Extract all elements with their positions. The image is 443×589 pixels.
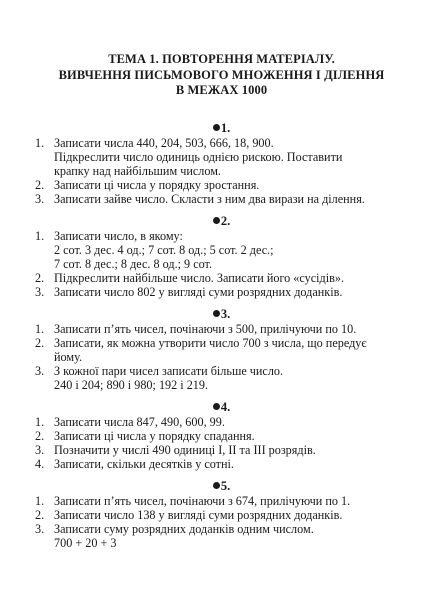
item-text-line: 700 + 20 + 3 xyxy=(54,535,117,550)
item-number: 3. xyxy=(35,521,45,536)
item-number: 2. xyxy=(35,177,45,192)
item-number: 2. xyxy=(35,507,45,522)
item-text-line: Записати ці числа у порядку зростання. xyxy=(54,177,260,192)
exercise-section-5 xyxy=(34,479,409,550)
item-text-line: Записати, скільки десятків у сотні. xyxy=(54,456,234,471)
list-item xyxy=(34,415,409,429)
item-text-line: Записати число, в якому: xyxy=(54,228,183,243)
exercise-section-1 xyxy=(34,121,409,206)
item-number: 3. xyxy=(35,284,45,299)
list-item xyxy=(34,285,409,299)
exercise-section-3 xyxy=(34,307,409,392)
item-text-line: Записати ці числа у порядку спадання. xyxy=(54,428,255,443)
item-number: 2. xyxy=(35,335,45,350)
item-text-line: Підкреслити число одиниць однією рискою. Поставити xyxy=(54,149,343,164)
item-text-line: Записати суму розрядних доданків одним числом. xyxy=(54,521,314,536)
item-text-line: Записати, як можна утворити число 700 з числа, що передує xyxy=(54,335,367,350)
title-line-1: ТЕМА 1. ПОВТОРЕННЯ МАТЕРІАЛУ. xyxy=(108,52,335,66)
exercise-sections xyxy=(34,121,409,550)
item-text-line: Записати число 802 у вигляді суми розрядних доданків. xyxy=(54,284,343,299)
item-text-line: Записати зайве число. Скласти з ним два вирази на ділення. xyxy=(54,191,365,206)
item-text-line: 7 сот. 8 дес.; 8 дес. 8 од.; 9 сот. xyxy=(54,256,212,271)
item-number: 3. xyxy=(35,442,45,457)
item-text-line: 240 і 204; 890 і 980; 192 і 219. xyxy=(54,377,209,392)
item-text-line: Записати п’ять чисел, почінаючи з 500, прилічуючи по 10. xyxy=(54,321,357,336)
list-item xyxy=(34,271,409,285)
item-number: 1. xyxy=(35,135,45,150)
section-heading xyxy=(34,121,409,135)
exercise-section-2 xyxy=(34,214,409,299)
item-number: 3. xyxy=(35,363,45,378)
section-number: 5. xyxy=(220,478,231,493)
item-text-line: йому. xyxy=(54,349,83,364)
list-item xyxy=(34,336,409,364)
item-number: 3. xyxy=(35,191,45,206)
section-number: 4. xyxy=(220,399,231,414)
list-item xyxy=(34,136,409,178)
section-number: 1. xyxy=(220,120,231,135)
item-text-line: З кожної пари чисел записати більше число. xyxy=(54,363,284,378)
item-number: 1. xyxy=(35,414,45,429)
section-number: 2. xyxy=(220,213,231,228)
list-item xyxy=(34,494,409,508)
item-text-line: Підкреслити найбільше число. Записати його «сусідів». xyxy=(54,270,344,285)
section-number: 3. xyxy=(220,306,231,321)
item-number: 1. xyxy=(35,321,45,336)
title-line-2: ВИВЧЕННЯ ПИСЬМОВОГО МНОЖЕННЯ І ДІЛЕННЯ xyxy=(58,67,385,82)
item-number: 2. xyxy=(35,428,45,443)
item-text-line: Записати числа 847, 490, 600, 99. xyxy=(54,414,225,429)
list-item xyxy=(34,457,409,471)
list-item xyxy=(34,522,409,550)
list-item xyxy=(34,364,409,392)
section-heading xyxy=(34,400,409,414)
list-item xyxy=(34,322,409,336)
section-heading xyxy=(34,479,409,493)
item-number: 1. xyxy=(35,228,45,243)
bullet-dot-icon xyxy=(213,482,220,489)
exercise-section-4 xyxy=(34,400,409,471)
list-item xyxy=(34,508,409,522)
item-number: 1. xyxy=(35,493,45,508)
list-item xyxy=(34,229,409,271)
title-line-3: В МЕЖАХ 1000 xyxy=(175,83,268,97)
list-item xyxy=(34,192,409,206)
bullet-dot-icon xyxy=(213,124,220,131)
list-item xyxy=(34,178,409,192)
section-heading xyxy=(34,307,409,321)
item-text-line: 2 сот. 3 дес. 4 од.; 7 сот. 8 од.; 5 сот. 2 дес.; xyxy=(54,242,274,257)
bullet-dot-icon xyxy=(213,403,220,410)
list-item xyxy=(34,429,409,443)
item-text-line: крапку над найбільшим числом. xyxy=(54,163,221,178)
item-text-line: Позначити у числі 490 одиниці I, II та III розрядів. xyxy=(54,442,316,457)
section-heading xyxy=(34,214,409,228)
item-text-line: Записати число 138 у вигляді суми розрядних доданків. xyxy=(54,507,343,522)
list-item xyxy=(34,443,409,457)
page-title xyxy=(34,0,409,99)
bullet-dot-icon xyxy=(213,217,220,224)
bullet-dot-icon xyxy=(213,310,220,317)
item-text-line: Записати числа 440, 204, 503, 666, 18, 900. xyxy=(54,135,274,150)
item-number: 2. xyxy=(35,270,45,285)
item-text-line: Записати п’ять чисел, почінаючи з 674, прилічуючи по 1. xyxy=(54,493,351,508)
item-number: 4. xyxy=(35,456,45,471)
